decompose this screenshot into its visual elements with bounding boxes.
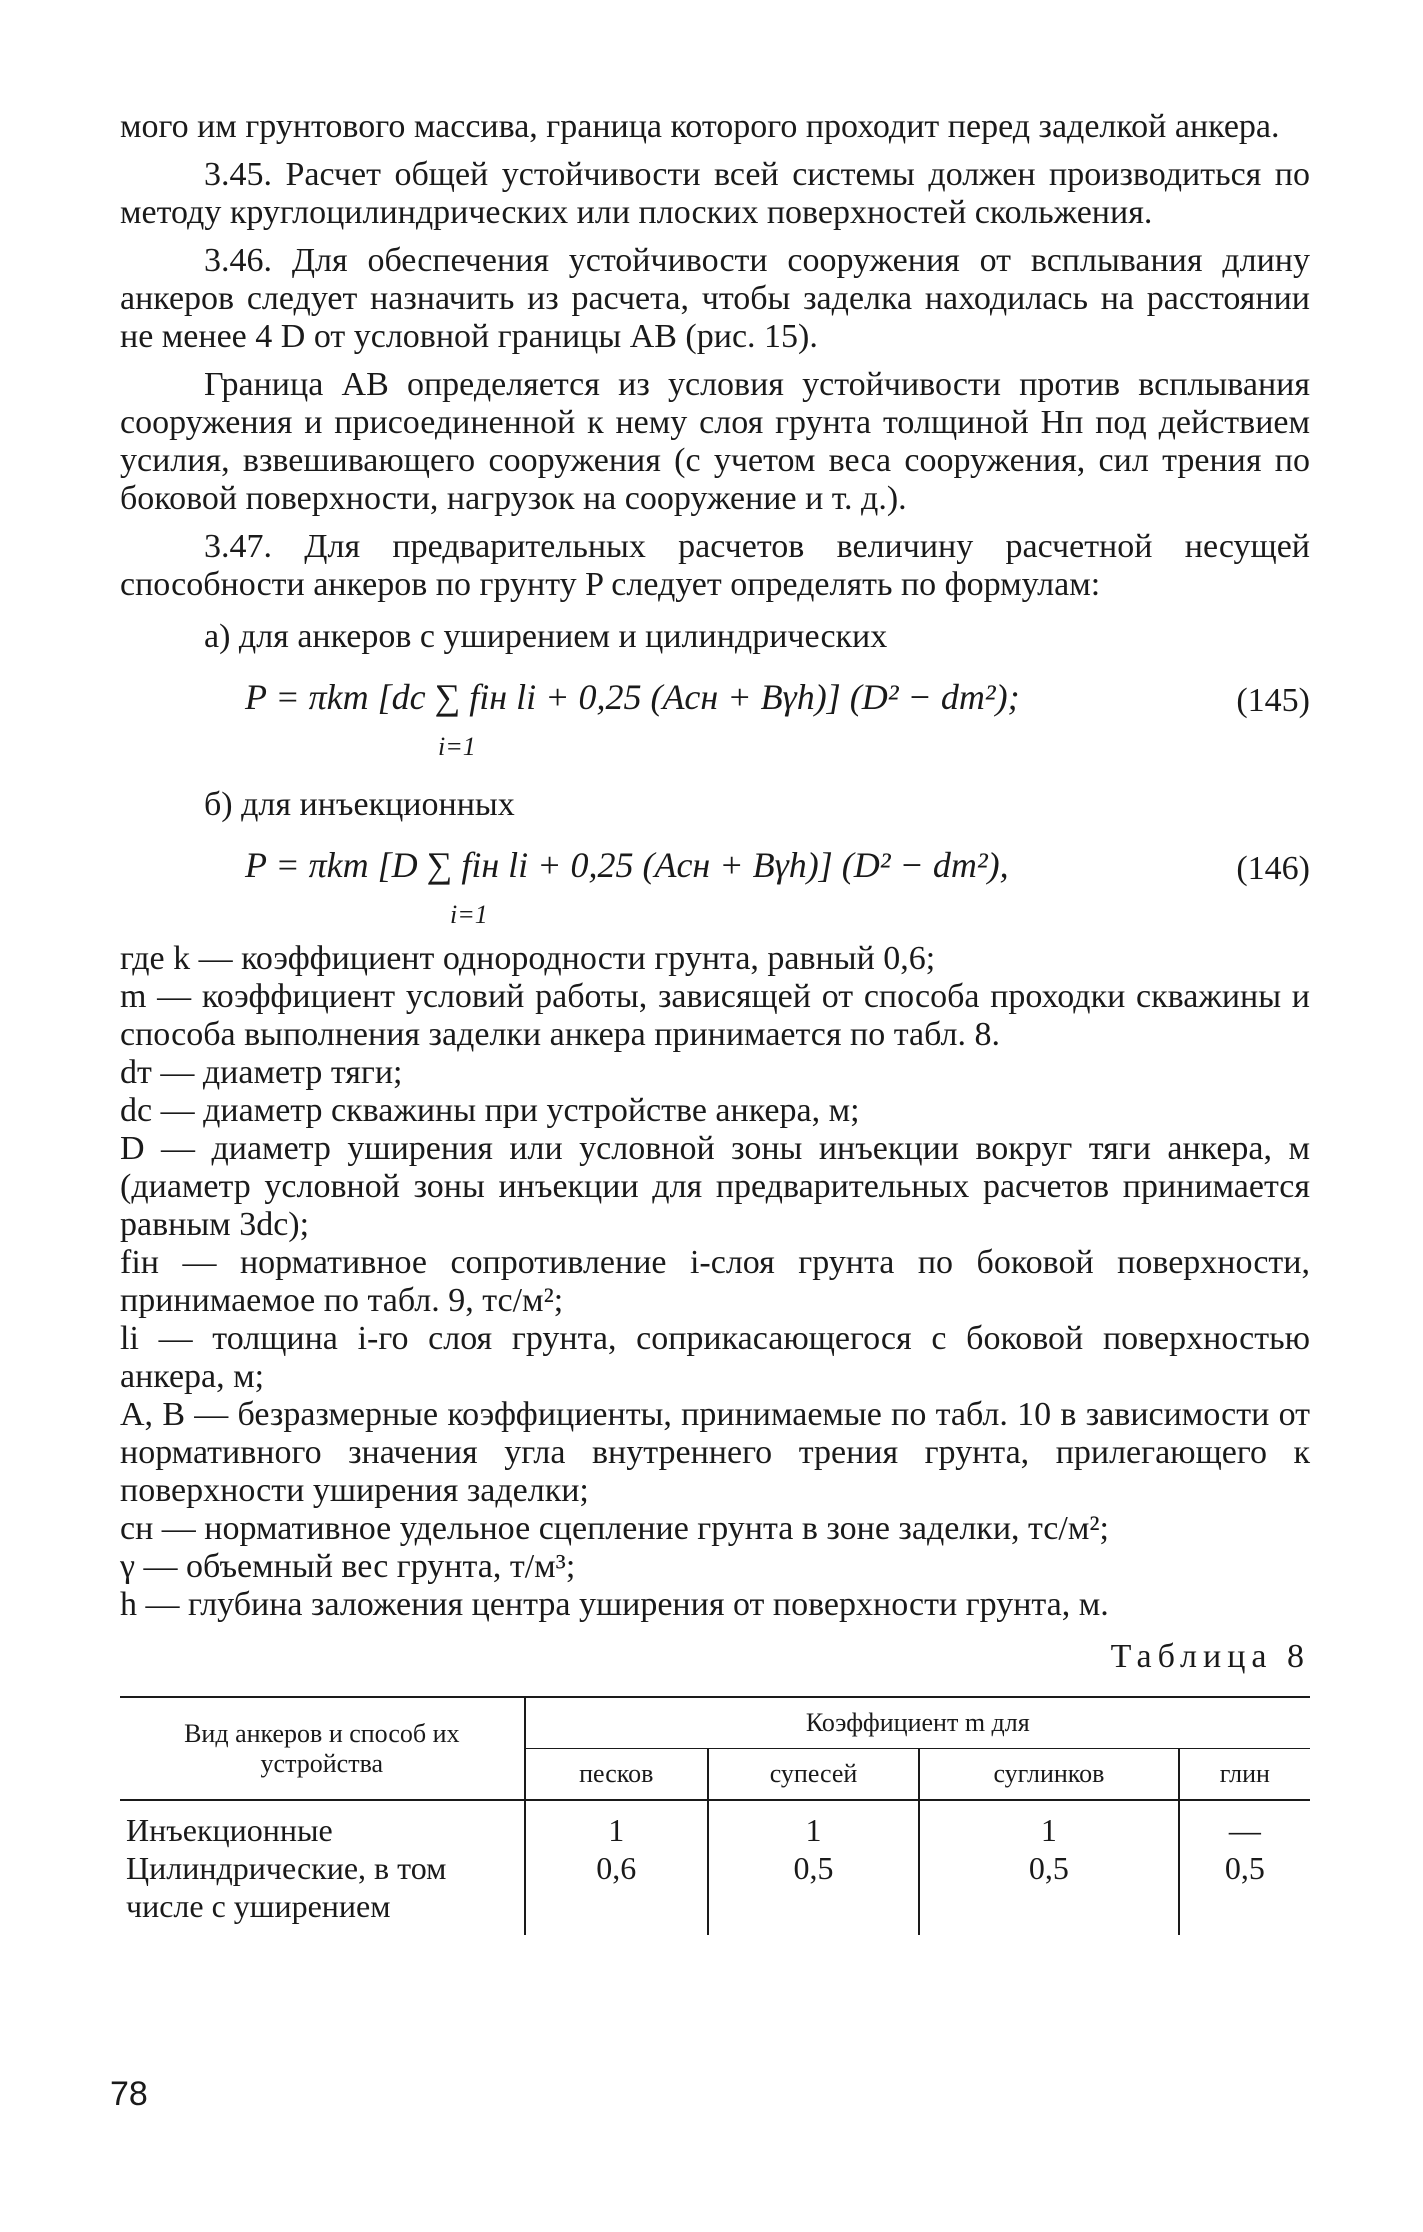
table-head-left: Вид анкеров и способ их устройства (120, 1697, 525, 1800)
definitions-list (120, 940, 1310, 1624)
definition-cn: cн — нормативное удельное сцепление грунта в зоне заделки, тс/м²; (120, 1510, 1109, 1547)
cell-value: 1 (608, 1812, 625, 1848)
formula-146-sum-index: i=1 (450, 900, 488, 929)
definition-m: m — коэффициент условий работы, зависящей от способа проходки скважины и способа выполнения заделки анкера принимается по табл. 8. (120, 978, 1310, 1053)
definition-k: где k — коэффициент однородности грунта, равный 0,6; (120, 940, 936, 977)
table-col-clay: глин (1179, 1749, 1310, 1801)
cell-value: 0,6 (596, 1850, 637, 1886)
formula-146-expression: P = πkm [D ∑ fiн li + 0,25 (Acн + Bγh)] (D² − dт²), (245, 845, 1009, 885)
definition-dt: dт — диаметр тяги; (120, 1054, 403, 1091)
paragraph-3-47: 3.47. Для предварительных расчетов величину расчетной несущей способности анкеров по грунту P следует определять по формулам: (120, 528, 1310, 603)
page-number: 78 (110, 2075, 148, 2113)
paragraph-intro: мого им грунтового массива, граница которого проходит перед заделкой анкера. (120, 108, 1280, 145)
table-cell-loam (919, 1800, 1179, 1935)
cell-value: 0,5 (1028, 1850, 1069, 1886)
table-caption: Таблица 8 (1110, 1638, 1310, 1675)
cell-value: 1 (805, 1812, 822, 1848)
item-a: а) для анкеров с уширением и цилиндрических (204, 618, 888, 655)
formula-145-number: (145) (1236, 682, 1310, 719)
row-label-injection: Инъекционные (126, 1812, 333, 1848)
definition-li: li — толщина i-го слоя грунта, соприкасающегося с боковой поверхностью анкера, м; (120, 1320, 1310, 1395)
definition-h: h — глубина заложения центра уширения от поверхности грунта, м. (120, 1586, 1109, 1623)
paragraph-boundary-ab: Граница AB определяется из условия устойчивости против всплывания сооружения и присоединенной к нему слоя грунта толщиной Hп под действием усилия, взвешивающего сооружения (с учетом веса сооружения, сил трения по боковой поверхности, нагрузок на сооружение и т. д.). (120, 366, 1310, 517)
cell-value: 0,5 (1224, 1850, 1265, 1886)
cell-value: — (1228, 1812, 1261, 1848)
page-body (120, 108, 1310, 1935)
table-head-group: Коэффициент m для (525, 1697, 1310, 1749)
table-row (120, 1800, 1310, 1935)
paragraph-3-45: 3.45. Расчет общей устойчивости всей системы должен производиться по методу круглоцилиндрических или плоских поверхностей скольжения. (120, 156, 1310, 231)
table-row-label (120, 1800, 525, 1935)
formula-146-number: (146) (1236, 850, 1310, 887)
definition-a-b: A, B — безразмерные коэффициенты, принимаемые по табл. 10 в зависимости от нормативного значения угла внутреннего трения грунта, прилегающего к поверхности уширения заделки; (120, 1396, 1310, 1509)
cell-value: 0,5 (793, 1850, 834, 1886)
paragraph-3-46: 3.46. Для обеспечения устойчивости сооружения от всплывания длину анкеров следует назначить из расчета, чтобы заделка находилась на расстоянии не менее 4 D от условной границы AB (рис. 15). (120, 242, 1310, 355)
definition-dc: dс — диаметр скважины при устройстве анкера, м; (120, 1092, 860, 1129)
definition-gamma: γ — объемный вес грунта, т/м³; (120, 1548, 576, 1585)
table-col-loam: суглинков (919, 1749, 1179, 1801)
formula-145 (120, 662, 1310, 772)
table-cell-sandy-loam (708, 1800, 919, 1935)
table-cell-sand (525, 1800, 708, 1935)
table-col-sand: песков (525, 1749, 708, 1801)
formula-145-sum-index: i=1 (438, 732, 476, 761)
cell-value: 1 (1040, 1812, 1057, 1848)
definition-fi: fiн — нормативное сопротивление i-слоя грунта по боковой поверхности, принимаемое по табл. 9, тс/м²; (120, 1244, 1310, 1319)
row-label-cylindrical: Цилиндрические, в том числе с уширением (126, 1850, 447, 1924)
item-b: б) для инъекционных (204, 786, 515, 823)
table-8 (120, 1696, 1310, 1935)
formula-146 (120, 830, 1310, 940)
formula-145-expression: P = πkm [dс ∑ fiн li + 0,25 (Acн + Bγh)] (D² − dт²); (245, 677, 1020, 717)
table-cell-clay (1179, 1800, 1310, 1935)
table-col-sandy-loam: супесей (708, 1749, 919, 1801)
definition-d: D — диаметр уширения или условной зоны инъекции вокруг тяги анкера, м (диаметр условной зоны инъекции для предварительных расчетов принимается равным 3dс); (120, 1130, 1310, 1243)
